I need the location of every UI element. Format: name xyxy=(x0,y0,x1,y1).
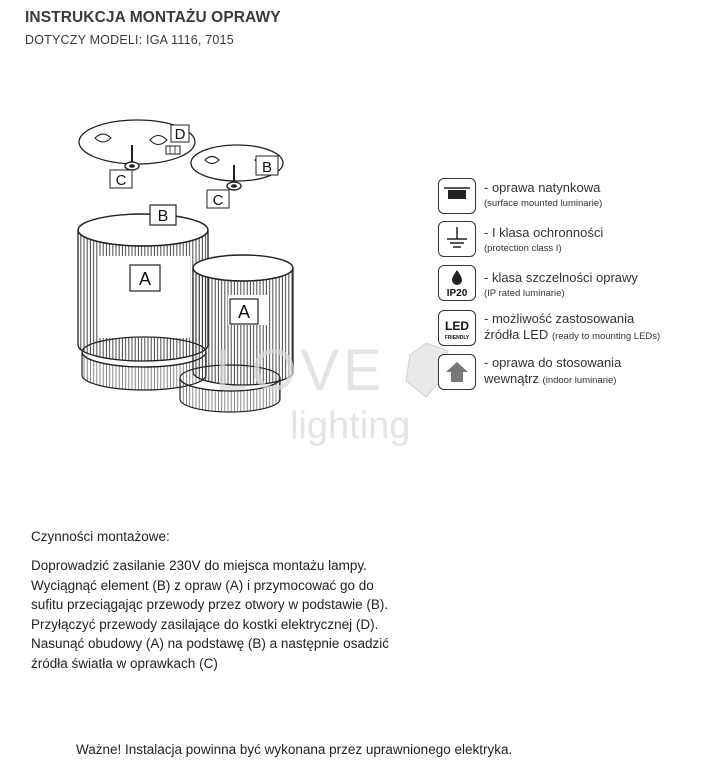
legend-item-protection: - I klasa ochronności (protection class I) xyxy=(484,225,604,254)
svg-text:C: C xyxy=(212,192,224,209)
legend-item-surface: - oprawa natynkowa (surface mounted luminarie) xyxy=(484,180,603,209)
svg-text:IP20: IP20 xyxy=(446,288,468,299)
label-b-top xyxy=(150,205,176,225)
warning-note: Ważne! Instalacja powinna być wykonana przez uprawnionego elektryka. xyxy=(76,742,513,757)
label-c-right xyxy=(207,190,229,209)
legend-item-ip: - klasa szczelności oprawy (IP rated luminarie) xyxy=(484,270,638,299)
svg-text:B: B xyxy=(261,159,273,176)
watermark-logo xyxy=(215,320,465,450)
label-a-large xyxy=(130,265,160,291)
svg-text:A: A xyxy=(237,302,251,322)
svg-text:B: B xyxy=(157,208,169,225)
ground-icon xyxy=(438,221,476,257)
step-line: źródła światła w oprawkach (C) xyxy=(31,655,218,671)
step-line: sufitu przeciągając przewody przez otwory w podstawie (B). xyxy=(31,597,389,613)
label-b-right xyxy=(256,156,278,176)
steps-heading: Czynności montażowe: xyxy=(31,529,170,544)
svg-text:lighting: lighting xyxy=(290,405,411,447)
lamp-shade-large xyxy=(78,214,208,390)
svg-text:D: D xyxy=(174,126,186,143)
step-line: Doprowadzić zasilanie 230V do miejsca montażu lampy. xyxy=(31,558,367,573)
step-line: Przyłączyć przewody zasilające do kostki elektrycznej (D). xyxy=(31,616,379,632)
legend-item-led: - możliwość zastosowania źródła LED (ready to mounting LEDs) xyxy=(484,311,661,342)
led-friendly-icon xyxy=(438,310,476,346)
svg-text:LOVE: LOVE xyxy=(215,338,386,403)
legend-item-indoor: - oprawa do stosowania wewnątrz (indoor luminarie) xyxy=(484,355,622,386)
svg-text:A: A xyxy=(138,269,152,289)
label-d xyxy=(171,125,189,143)
step-line: Wyciągnąć element (B) z opraw (A) i przymocować go do xyxy=(31,577,374,593)
page-subtitle: DOTYCZY MODELI: IGA 1116, 7015 xyxy=(25,33,234,47)
svg-text:FRIENDLY: FRIENDLY xyxy=(444,335,470,341)
surface-mounted-icon xyxy=(438,178,476,214)
step-line: Nasunąć obudowy (A) na podstawę (B) a następnie osadzić xyxy=(31,636,389,652)
svg-text:LED: LED xyxy=(445,319,469,333)
page-title: INSTRUKCJA MONTAŻU OPRAWY xyxy=(25,9,281,26)
steps-list xyxy=(31,556,389,674)
ip20-icon xyxy=(438,265,476,301)
indoor-icon xyxy=(438,354,476,390)
label-c-left xyxy=(110,170,132,189)
svg-text:C: C xyxy=(115,172,127,189)
